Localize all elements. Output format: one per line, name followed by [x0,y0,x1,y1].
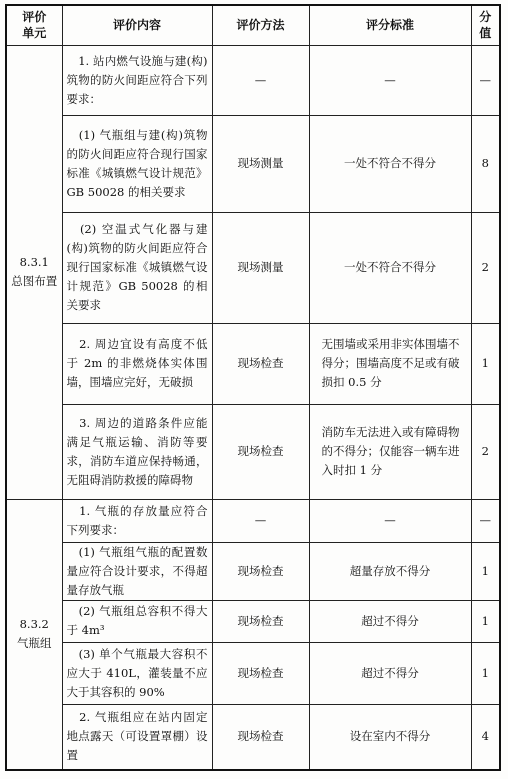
method-cell: 现场测量 [212,212,309,323]
evaluation-table [5,4,501,771]
score-cell: 1 [471,542,500,600]
content-cell: 2. 气瓶组应在站内固定地点露天（可设置罩棚）设置 [62,704,212,770]
unit-cell: 8.3.1 总图布置 [6,45,62,499]
content-cell: (1) 气瓶组气瓶的配置数量应符合设计要求，不得超量存放气瓶 [62,542,212,600]
table-row [6,212,500,323]
header-score: 分 值 [471,5,500,45]
method-cell: 现场检查 [212,404,309,499]
content-cell: (1) 气瓶组与建(构)筑物的防火间距应符合现行国家标准《城镇燃气设计规范》GB 50028 的相关要求 [62,115,212,212]
table-row [6,499,500,542]
content-cell: 3. 周边的道路条件应能满足气瓶运输、消防等要求，消防车道应保持畅通，无阻碍消防救援的障碍物 [62,404,212,499]
header-criteria: 评分标准 [309,5,471,45]
method-cell: 现场检查 [212,642,309,704]
header-unit: 评价 单元 [6,5,62,45]
criteria-cell: — [309,499,471,542]
criteria-cell: — [309,45,471,115]
score-cell: — [471,499,500,542]
criteria-cell: 一处不符合不得分 [309,115,471,212]
content-cell: 1. 气瓶的存放量应符合下列要求： [62,499,212,542]
table-row [6,115,500,212]
table-row [6,45,500,115]
table-row [6,542,500,600]
criteria-cell: 一处不符合不得分 [309,212,471,323]
criteria-cell: 设在室内不得分 [309,704,471,770]
content-cell: (2) 空温式气化器与建(构)筑物的防火间距应符合现行国家标准《城镇燃气设计规范》GB 50028 的相关要求 [62,212,212,323]
score-cell: 1 [471,323,500,404]
score-cell: 2 [471,212,500,323]
score-cell: 1 [471,600,500,642]
criteria-cell: 无围墙或采用非实体围墙不得分；围墙高度不足或有破损扣 0.5 分 [309,323,471,404]
method-cell: 现场检查 [212,542,309,600]
score-cell: 1 [471,642,500,704]
score-cell: 8 [471,115,500,212]
header-content: 评价内容 [62,5,212,45]
method-cell: 现场检查 [212,704,309,770]
method-cell: 现场测量 [212,115,309,212]
table-row [6,704,500,770]
criteria-cell: 超量存放不得分 [309,542,471,600]
header-method: 评价方法 [212,5,309,45]
table-row [6,600,500,642]
header-row [6,5,500,45]
criteria-cell: 超过不得分 [309,600,471,642]
score-cell: 2 [471,404,500,499]
method-cell: 现场检查 [212,323,309,404]
unit-cell: 8.3.2 气瓶组 [6,499,62,770]
criteria-cell: 超过不得分 [309,642,471,704]
method-cell: — [212,45,309,115]
score-cell: — [471,45,500,115]
content-cell: 2. 周边宜设有高度不低于 2m 的非燃烧体实体围墙，围墙应完好，无破损 [62,323,212,404]
content-cell: 1. 站内燃气设施与建(构)筑物的防火间距应符合下列要求： [62,45,212,115]
method-cell: — [212,499,309,542]
score-cell: 4 [471,704,500,770]
content-cell: (2) 气瓶组总容积不得大于 4m³ [62,600,212,642]
table-row [6,642,500,704]
criteria-cell: 消防车无法进入或有障碍物的不得分；仅能容一辆车进入时扣 1 分 [309,404,471,499]
table-row [6,323,500,404]
table-row [6,404,500,499]
content-cell: (3) 单个气瓶最大容积不应大于 410L，灌装量不应大于其容积的 90% [62,642,212,704]
method-cell: 现场检查 [212,600,309,642]
